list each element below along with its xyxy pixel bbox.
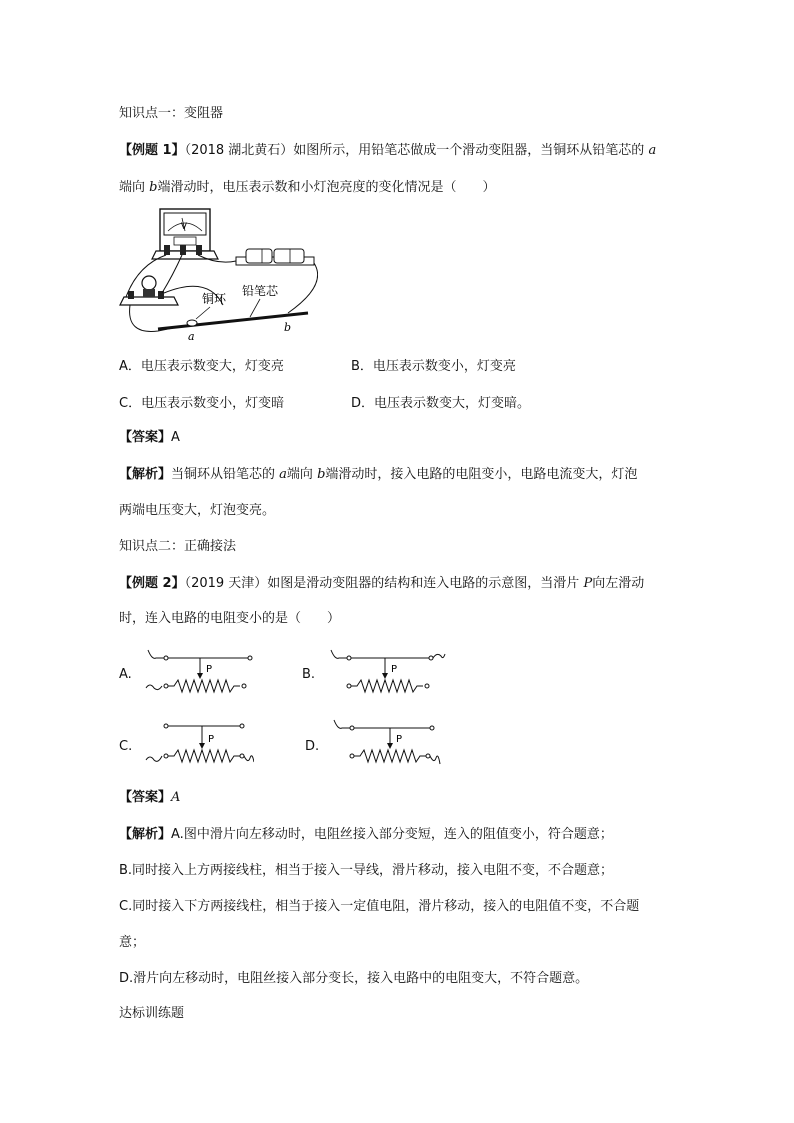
rheostat-figure-c xyxy=(144,718,254,770)
slider-p-label: P xyxy=(396,734,403,745)
example1-line2 xyxy=(119,179,495,197)
example1-text-2a: 端向 xyxy=(119,180,150,195)
example2-analysis-line1 xyxy=(119,826,613,844)
example1-option-c: C．电压表示数变小，灯变暗 xyxy=(119,396,285,411)
example2-line2: 时，连入电路的电阻变小的是（ ） xyxy=(119,611,341,626)
example1-analysis-line2: 两端电压变大，灯泡变亮。 xyxy=(119,503,276,518)
example1-option-a: A．电压表示数变大，灯变亮 xyxy=(119,359,284,374)
example1-analysis-var-a: a xyxy=(279,467,287,482)
example1-text-2b: 端滑动时，电压表示数和小灯泡亮度的变化情况是（ ） xyxy=(157,180,496,195)
example2-text-1: （2019 天津）如图是滑动变阻器的结构和连入电路的示意图，当滑片 xyxy=(184,576,584,591)
example1-analysis-text-3: 端滑动时，接入电路的电阻变小，电路电流变大，灯泡 xyxy=(325,467,638,482)
ring-label: 铜环 xyxy=(202,292,227,306)
example2-answer xyxy=(119,789,180,807)
example2-line1 xyxy=(119,575,644,593)
example2-analysis-line3: C.同时接入下方两接线柱，相当于接入一定值电阻，滑片移动，接入的电阻值不变，不合题 xyxy=(119,899,640,914)
section-title-3: 达标训练题 xyxy=(119,1006,185,1021)
slider-p-label: P xyxy=(206,664,213,675)
rheostat-figure-b xyxy=(327,648,447,698)
example1-line1 xyxy=(119,142,656,160)
example2-analysis-text-1: A.图中滑片向左移动时，电阻丝接入部分变短，连入的阻值变小，符合题意； xyxy=(171,827,613,842)
slider-p-label: P xyxy=(391,664,398,675)
example1-analysis-text-1: 当铜环从铅笔芯的 xyxy=(171,467,280,482)
slider-p-label: P xyxy=(208,734,215,745)
example1-option-d: D．电压表示数变大，灯变暗。 xyxy=(351,396,531,411)
example1-text-1: （2018 湖北黄石）如图所示，用铅笔芯做成一个滑动变阻器，当铜环从铅笔芯的 xyxy=(184,143,649,158)
lead-label: 铅笔芯 xyxy=(242,284,279,298)
example2-var-p: P xyxy=(583,576,593,591)
rheostat-figure-d xyxy=(330,718,442,770)
section-title-1: 知识点一：变阻器 xyxy=(119,106,224,121)
example1-var-a: a xyxy=(648,143,657,158)
example1-var-b: b xyxy=(149,180,158,195)
section-title-2: 知识点二：正确接法 xyxy=(119,539,237,554)
point-b-label: b xyxy=(284,321,292,334)
example2-answer-value: A xyxy=(171,790,181,805)
example1-answer-tag: 【答案】 xyxy=(119,430,172,445)
rheostat-figure-b-label: B. xyxy=(302,667,316,682)
example2-answer-tag: 【答案】 xyxy=(119,790,172,805)
example2-analysis-line2: B.同时接入上方两接线柱，相当于接入一导线，滑片移动，接入电阻不变，不合题意； xyxy=(119,863,614,878)
example1-answer-value: A xyxy=(171,430,180,445)
example1-analysis-line1 xyxy=(119,466,637,484)
example1-tag: 【例题 1】 xyxy=(119,143,185,158)
example1-option-b: B．电压表示数变小，灯变亮 xyxy=(351,359,516,374)
point-a-label: a xyxy=(188,330,195,343)
example2-analysis-tag: 【解析】 xyxy=(119,827,172,842)
voltmeter-label: V xyxy=(180,222,188,232)
example1-analysis-var-b: b xyxy=(317,467,326,482)
example2-tag: 【例题 2】 xyxy=(119,576,185,591)
example2-analysis-line5: D.滑片向左移动时，电阻丝接入部分变长，接入电路中的电阻变大，不符合题意。 xyxy=(119,971,589,986)
rheostat-figure-a-label: A. xyxy=(119,667,132,682)
example2-analysis-line4: 意； xyxy=(119,935,146,950)
rheostat-figure-c-label: C. xyxy=(119,739,133,754)
rheostat-figure-a xyxy=(144,648,254,698)
example1-analysis-text-2: 端向 xyxy=(286,467,318,482)
example2-text-2: 向左滑动 xyxy=(592,576,645,591)
example1-circuit-figure xyxy=(118,205,318,345)
example1-analysis-tag: 【解析】 xyxy=(119,467,172,482)
example1-answer xyxy=(119,429,180,447)
rheostat-figure-d-label: D. xyxy=(305,739,320,754)
